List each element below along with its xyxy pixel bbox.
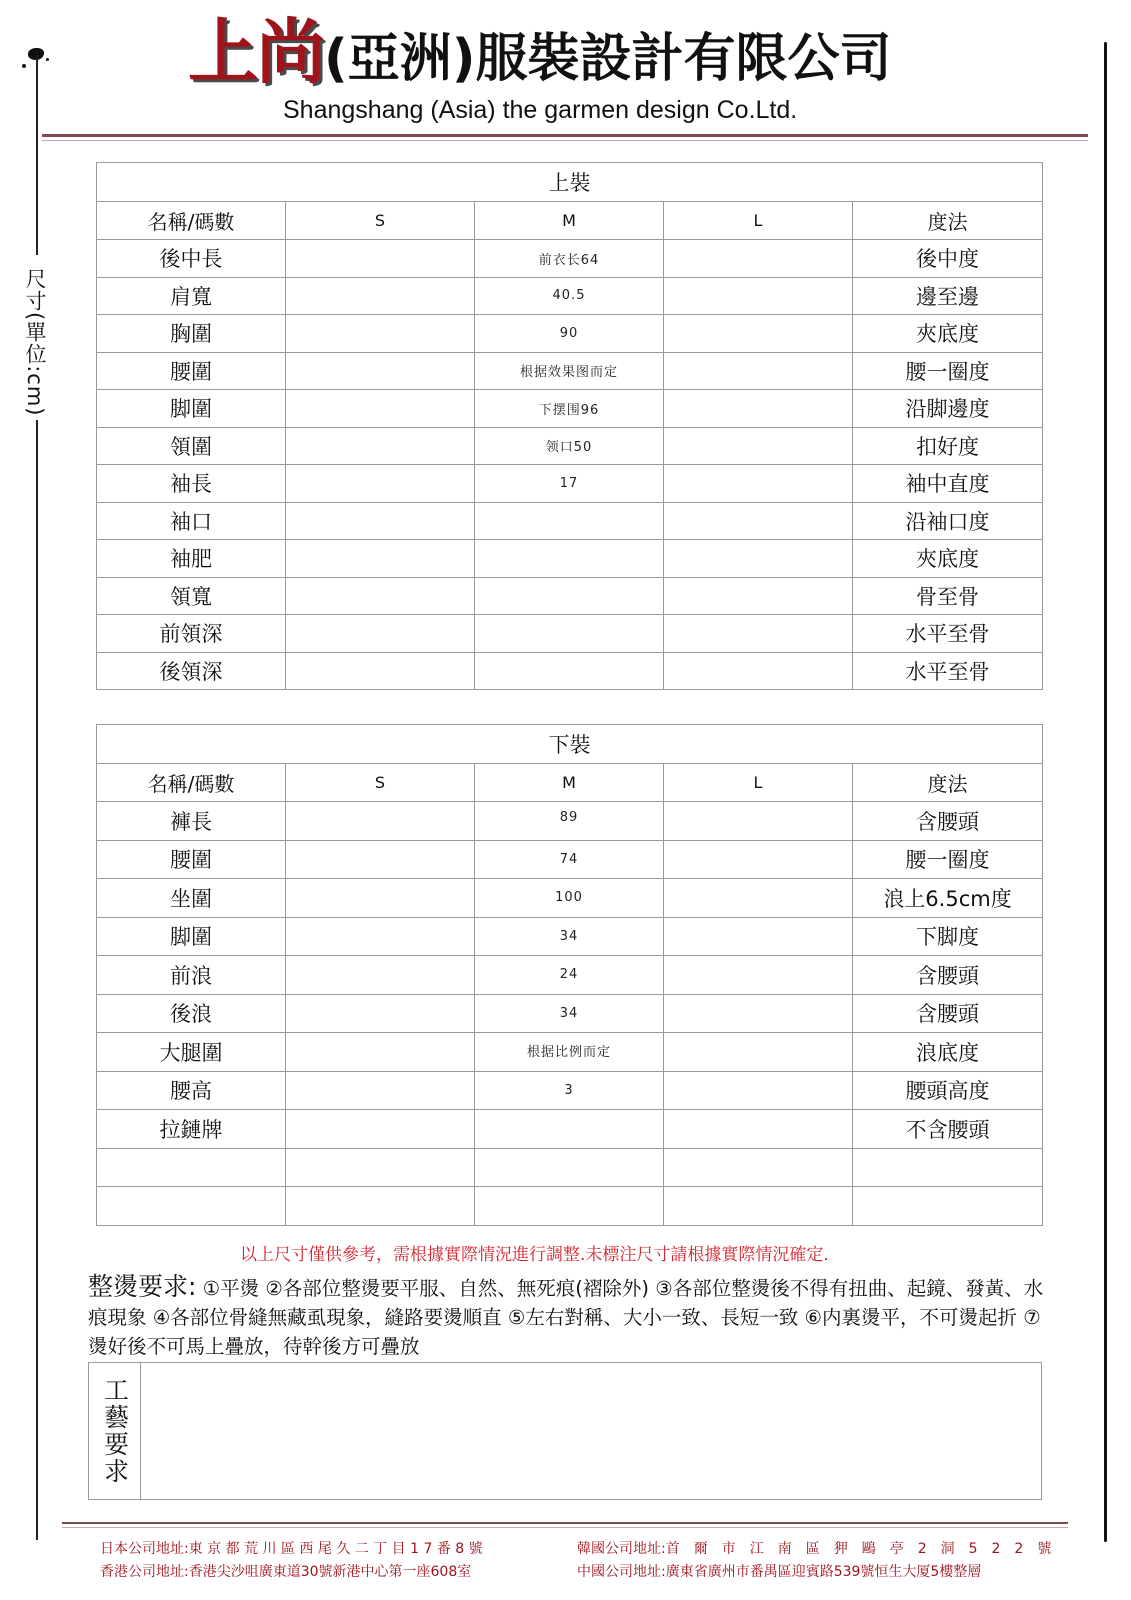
table-row — [97, 277, 1043, 315]
column-header-l: L — [664, 202, 853, 240]
size-m-cell — [475, 1148, 664, 1187]
size-m-cell: 40.5 — [475, 277, 664, 315]
row-name-cell: 拉鏈牌 — [97, 1110, 286, 1149]
size-s-cell — [286, 540, 475, 578]
size-s-cell — [286, 994, 475, 1033]
row-name-cell: 肩寬 — [97, 277, 286, 315]
row-name-cell: 腰圍 — [97, 840, 286, 879]
size-l-cell — [664, 390, 853, 428]
size-l-cell — [664, 1110, 853, 1149]
row-name-cell: 領圍 — [97, 427, 286, 465]
size-l-cell — [664, 1148, 853, 1187]
china-address: 中國公司地址:廣東省廣州市番禺區迎賓路539號恒生大厦5樓整層 — [577, 1564, 982, 1580]
measure-method-cell: 下脚度 — [853, 917, 1043, 956]
size-s-cell — [286, 427, 475, 465]
table-row — [97, 577, 1043, 615]
table-row — [97, 879, 1043, 918]
measure-method-cell: 腰一圈度 — [853, 352, 1043, 390]
measure-method-cell: 腰一圈度 — [853, 840, 1043, 879]
measure-method-cell: 浪上6.5cm度 — [853, 879, 1043, 918]
size-l-cell — [664, 240, 853, 278]
measure-method-cell: 沿袖口度 — [853, 502, 1043, 540]
size-s-cell — [286, 956, 475, 995]
size-l-cell — [664, 1187, 853, 1226]
size-s-cell — [286, 879, 475, 918]
size-m-cell: 74 — [475, 840, 664, 879]
row-name-cell — [97, 1148, 286, 1187]
size-s-cell — [286, 1187, 475, 1226]
ironing-text: ①平燙 ②各部位整燙要平服、自然、無死痕(褶除外) ③各部位整燙後不得有扭曲、起鏡、發黃、水痕現象 ④各部位骨縫無藏虱現象，縫路要燙順直 ⑤左右對稱、大小一致、長短一致 ⑥内裏燙平，不可燙起折 ⑦燙好後不可馬上疊放，待幹後方可疊放 — [88, 1277, 1044, 1358]
size-s-cell — [286, 352, 475, 390]
ironing-requirements — [88, 1272, 1048, 1361]
size-s-cell — [286, 277, 475, 315]
size-m-cell: 3 — [475, 1071, 664, 1110]
row-name-cell: 大腿圍 — [97, 1033, 286, 1072]
size-s-cell — [286, 577, 475, 615]
size-m-cell: 89 — [475, 802, 664, 841]
size-s-cell — [286, 315, 475, 353]
table-row — [97, 502, 1043, 540]
size-s-cell — [286, 465, 475, 503]
table-row — [97, 427, 1043, 465]
size-m-cell — [475, 652, 664, 690]
craft-label-text: 工藝要求 — [100, 1377, 130, 1485]
table-row — [97, 994, 1043, 1033]
size-s-cell — [286, 390, 475, 428]
table-row — [97, 540, 1043, 578]
size-s-cell — [286, 840, 475, 879]
size-l-cell — [664, 652, 853, 690]
size-l-cell — [664, 540, 853, 578]
size-l-cell — [664, 956, 853, 995]
table-row — [97, 615, 1043, 653]
size-s-cell — [286, 615, 475, 653]
table-row — [97, 315, 1043, 353]
table-row — [97, 1148, 1043, 1187]
craft-requirements-label — [89, 1363, 141, 1499]
japan-address: 日本公司地址:東 京 都 荒 川 區 西 尾 久 二 丁 目 1 7 番 8 號 — [100, 1541, 483, 1557]
size-s-cell — [286, 1110, 475, 1149]
size-l-cell — [664, 615, 853, 653]
size-l-cell — [664, 917, 853, 956]
company-name-rest: (亞洲)服裝設計有限公司 — [324, 29, 892, 89]
row-name-cell: 脚圍 — [97, 917, 286, 956]
table-row — [97, 1033, 1043, 1072]
size-s-cell — [286, 1033, 475, 1072]
table-row — [97, 390, 1043, 428]
left-margin-line — [36, 420, 38, 1540]
table-row — [97, 917, 1043, 956]
footer-rule — [62, 1527, 1068, 1528]
size-m-cell — [475, 540, 664, 578]
table-row — [97, 1187, 1043, 1226]
measure-method-cell: 腰頭高度 — [853, 1071, 1043, 1110]
table-section-title: 下裝 — [97, 725, 1043, 764]
row-name-cell: 胸圍 — [97, 315, 286, 353]
row-name-cell: 腰高 — [97, 1071, 286, 1110]
footer-rule — [62, 1522, 1068, 1524]
size-m-cell: 下摆围96 — [475, 390, 664, 428]
size-m-cell: 前衣长64 — [475, 240, 664, 278]
size-m-cell: 34 — [475, 994, 664, 1033]
size-l-cell — [664, 465, 853, 503]
ironing-label: 整燙要求: — [88, 1272, 197, 1301]
column-header-s: S — [286, 202, 475, 240]
column-header-method: 度法 — [853, 202, 1043, 240]
size-m-cell: 17 — [475, 465, 664, 503]
size-l-cell — [664, 352, 853, 390]
column-header-l: L — [664, 764, 853, 802]
table-row — [97, 802, 1043, 841]
disclaimer-note: 以上尺寸僅供參考，需根據實際情況進行調整.未標注尺寸請根據實際情況確定. — [240, 1245, 829, 1265]
measure-method-cell: 水平至骨 — [853, 615, 1043, 653]
row-name-cell — [97, 1187, 286, 1226]
size-l-cell — [664, 315, 853, 353]
column-header-name: 名稱/碼數 — [97, 202, 286, 240]
size-l-cell — [664, 840, 853, 879]
measure-method-cell: 含腰頭 — [853, 802, 1043, 841]
korea-address: 韓國公司地址:首 爾 市 江 南 區 狎 鷗 亭 2 洞 5 2 2 號 — [577, 1541, 1052, 1557]
measure-method-cell: 夾底度 — [853, 315, 1043, 353]
measure-method-cell: 邊至邊 — [853, 277, 1043, 315]
table-row — [97, 1071, 1043, 1110]
measure-method-cell: 後中度 — [853, 240, 1043, 278]
size-l-cell — [664, 1071, 853, 1110]
column-header-m: M — [475, 764, 664, 802]
table-row — [97, 840, 1043, 879]
size-m-cell — [475, 577, 664, 615]
row-name-cell: 前領深 — [97, 615, 286, 653]
hongkong-address: 香港公司地址:香港尖沙咀廣東道30號新港中心第一座608室 — [100, 1564, 472, 1580]
measure-method-cell: 含腰頭 — [853, 956, 1043, 995]
size-m-cell: 100 — [475, 879, 664, 918]
row-name-cell: 袖肥 — [97, 540, 286, 578]
row-name-cell: 後領深 — [97, 652, 286, 690]
unit-side-label: 尺寸(單位:cm) — [23, 268, 47, 417]
column-header-m: M — [475, 202, 664, 240]
size-m-cell: 领口50 — [475, 427, 664, 465]
row-name-cell: 領寬 — [97, 577, 286, 615]
company-name-en: Shangshang (Asia) the garmen design Co.Ltd. — [283, 96, 798, 124]
measure-method-cell: 袖中直度 — [853, 465, 1043, 503]
table-row — [97, 652, 1043, 690]
size-s-cell — [286, 917, 475, 956]
row-name-cell: 後浪 — [97, 994, 286, 1033]
column-header-method: 度法 — [853, 764, 1043, 802]
row-name-cell: 袖長 — [97, 465, 286, 503]
size-m-cell — [475, 615, 664, 653]
column-header-s: S — [286, 764, 475, 802]
bottom-garment-spec-table — [96, 724, 1043, 1226]
right-margin-line — [1104, 42, 1107, 1542]
measure-method-cell: 含腰頭 — [853, 994, 1043, 1033]
ink-dot-decoration — [22, 64, 26, 68]
size-s-cell — [286, 1148, 475, 1187]
header-rule — [42, 134, 1088, 137]
size-s-cell — [286, 1071, 475, 1110]
table-row — [97, 352, 1043, 390]
measure-method-cell: 浪底度 — [853, 1033, 1043, 1072]
size-s-cell — [286, 802, 475, 841]
row-name-cell: 腰圍 — [97, 352, 286, 390]
row-name-cell: 袖口 — [97, 502, 286, 540]
craft-requirements-box — [88, 1362, 1042, 1500]
table-row — [97, 240, 1043, 278]
size-m-cell: 根据比例而定 — [475, 1033, 664, 1072]
brand-logo-text: 上尚 — [188, 11, 324, 93]
measure-method-cell: 沿脚邊度 — [853, 390, 1043, 428]
header-rule — [42, 140, 1088, 141]
size-l-cell — [664, 994, 853, 1033]
size-l-cell — [664, 502, 853, 540]
size-l-cell — [664, 277, 853, 315]
ink-dot-decoration — [46, 58, 49, 61]
size-m-cell: 根据效果图而定 — [475, 352, 664, 390]
size-s-cell — [286, 502, 475, 540]
measure-method-cell: 夾底度 — [853, 540, 1043, 578]
measure-method-cell: 不含腰頭 — [853, 1110, 1043, 1149]
size-l-cell — [664, 879, 853, 918]
row-name-cell: 坐圍 — [97, 879, 286, 918]
size-m-cell: 90 — [475, 315, 664, 353]
size-l-cell — [664, 802, 853, 841]
size-m-cell — [475, 1110, 664, 1149]
measure-method-cell — [853, 1187, 1043, 1226]
table-section-title: 上裝 — [97, 163, 1043, 202]
size-l-cell — [664, 577, 853, 615]
measure-method-cell: 骨至骨 — [853, 577, 1043, 615]
size-m-cell — [475, 502, 664, 540]
table-row — [97, 1110, 1043, 1149]
size-s-cell — [286, 652, 475, 690]
size-m-cell: 24 — [475, 956, 664, 995]
left-margin-line — [36, 55, 38, 255]
table-row — [97, 956, 1043, 995]
size-l-cell — [664, 427, 853, 465]
row-name-cell: 褲長 — [97, 802, 286, 841]
size-l-cell — [664, 1033, 853, 1072]
column-header-name: 名稱/碼數 — [97, 764, 286, 802]
size-m-cell: 34 — [475, 917, 664, 956]
table-row — [97, 465, 1043, 503]
measure-method-cell: 水平至骨 — [853, 652, 1043, 690]
row-name-cell: 脚圍 — [97, 390, 286, 428]
row-name-cell: 後中長 — [97, 240, 286, 278]
row-name-cell: 前浪 — [97, 956, 286, 995]
measure-method-cell: 扣好度 — [853, 427, 1043, 465]
measure-method-cell — [853, 1148, 1043, 1187]
size-s-cell — [286, 240, 475, 278]
size-m-cell — [475, 1187, 664, 1226]
top-garment-spec-table — [96, 162, 1043, 690]
company-name-cn — [188, 12, 892, 99]
